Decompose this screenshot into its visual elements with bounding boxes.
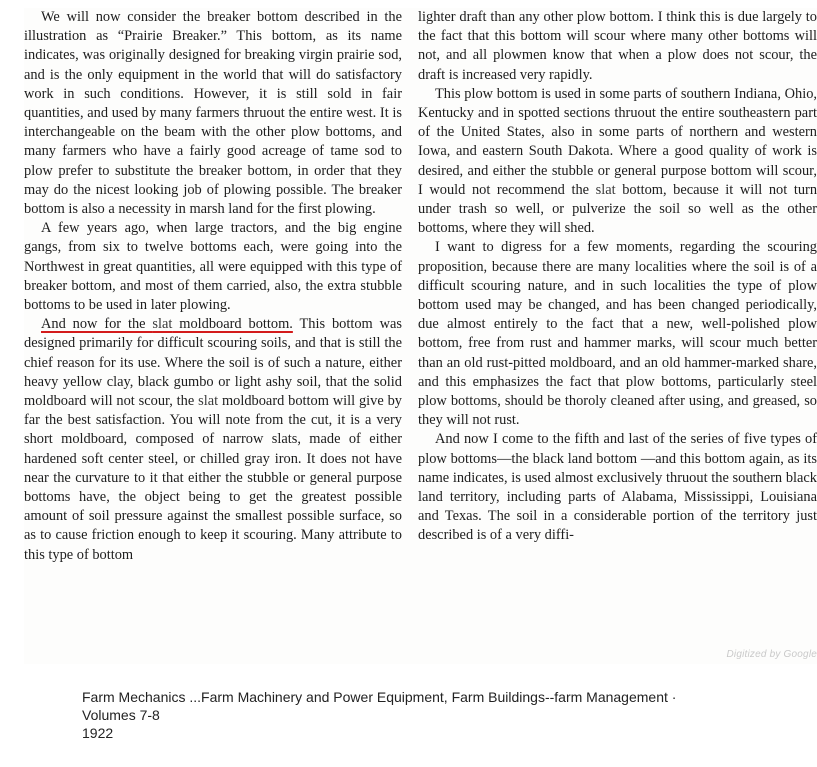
- book-caption: [82, 688, 782, 742]
- paragraph-lighter-draft: lighter draft than any other plow bottom. I think this is due largely to the fact that this bottom will scour where many other bottoms will not, and all plowmen know that when a plow does not scour, the draft is increased very rapidly.: [418, 9, 817, 83]
- left-column: [24, 8, 402, 565]
- paragraph-tractors: A few years ago, when large tractors, and the big engine gangs, from six to twelve bottoms each, were going into the Northwest in great quantities, all were equipped with this type of breaker bottom, and most of them carried, also, the extra stubble bottoms to be used in later plowing.: [24, 220, 402, 314]
- paragraph-regions: This plow bottom is used in some parts of southern Indiana, Ohio, Kentucky and in spotted sections thruout the entire southeastern part of the United States, also in some parts of northern and western Iowa, and eastern South Dakota. Where a good quality of work is desired, and either the stubble or general purpose bottom will scour, I would not recommend the slat bottom, because it will not turn under trash so well, or pulverize the soil so well as the other bottoms, where they will shed.: [418, 85, 817, 237]
- highlighted-phrase: And now for the slat moldboard bottom.: [41, 316, 293, 333]
- book-page-scan: [24, 8, 817, 664]
- paragraph-slat-moldboard: And now for the slat moldboard bottom. This bottom was designed primarily for difficult scouring soils, and that is still the chief reason for its use. Where the soil is of such a nature, either heavy yellow clay, black gumbo or light ashy soil, that the solid moldboard will not scour, the slat moldboard bottom will give by far the best satisfaction. You will note from the cut, it is a very short moldboard, composed of narrow slats, made of either hardened soft center steel, or chilled gray iron. It does not have near the curvature to it that either the stubble or general purpose bottoms have, the object being to get the greatest possible amount of soil pressure against the smallest possible surface, so as to cause friction enough to keep it scouring. Many attribute to this type of bottom: [24, 316, 403, 563]
- book-year: 1922: [82, 725, 114, 741]
- book-volumes: Volumes 7-8: [82, 707, 160, 723]
- paragraph-scouring: I want to digress for a few moments, regarding the scouring proposition, because there are many localities where the soil is of a difficult scouring nature, and in such localities the type of plow bottom used may be changed, and has been changed periodically, due almost entirely to the fact that a new, well-polished plow bottom, free from rust and hammer marks, will scour much better than an old rust-pitted moldboard, and an old hammer-marked share, and this emphasizes the fact that plow bottoms, particularly steel plow bottoms, should be thoroly cleaned after using, and greased, so they will not rust.: [418, 239, 817, 429]
- paragraph-prairie-breaker: We will now consider the breaker bottom described in the illustration as “Prairie Breaker.” This bottom, as its name indicates, was originally designed for breaking virgin prairie sod, and is the only equipment in the world that will do satisfactory work in such conditions. However, it is still sold in fair quantities, and used by many farmers thruout the entire west. It is interchangeable on the beam with the other plow bottoms, and many farmers who have a fairly good acreage of tame sod to plow prefer to substitute the breaker bottom, in order that they may do the nicest looking job of plowing possible. The breaker bottom is also a necessity in marsh land for the first plowing.: [24, 9, 402, 218]
- right-column: [418, 8, 817, 546]
- book-title[interactable]: Farm Mechanics ...Farm Machinery and Power Equipment, Farm Buildings--farm Management ·: [82, 689, 677, 705]
- google-watermark: Digitized by Google: [726, 649, 817, 660]
- paragraph-black-land: And now I come to the fifth and last of the series of five types of plow bottoms—the black land bottom —and this bottom again, as its name indicates, is used almost exclusively thruout the southern black land territory, including parts of Alabama, Mississippi, Louisiana and Texas. The soil in a considerable portion of the territory just described is of a very diffi-: [418, 431, 817, 544]
